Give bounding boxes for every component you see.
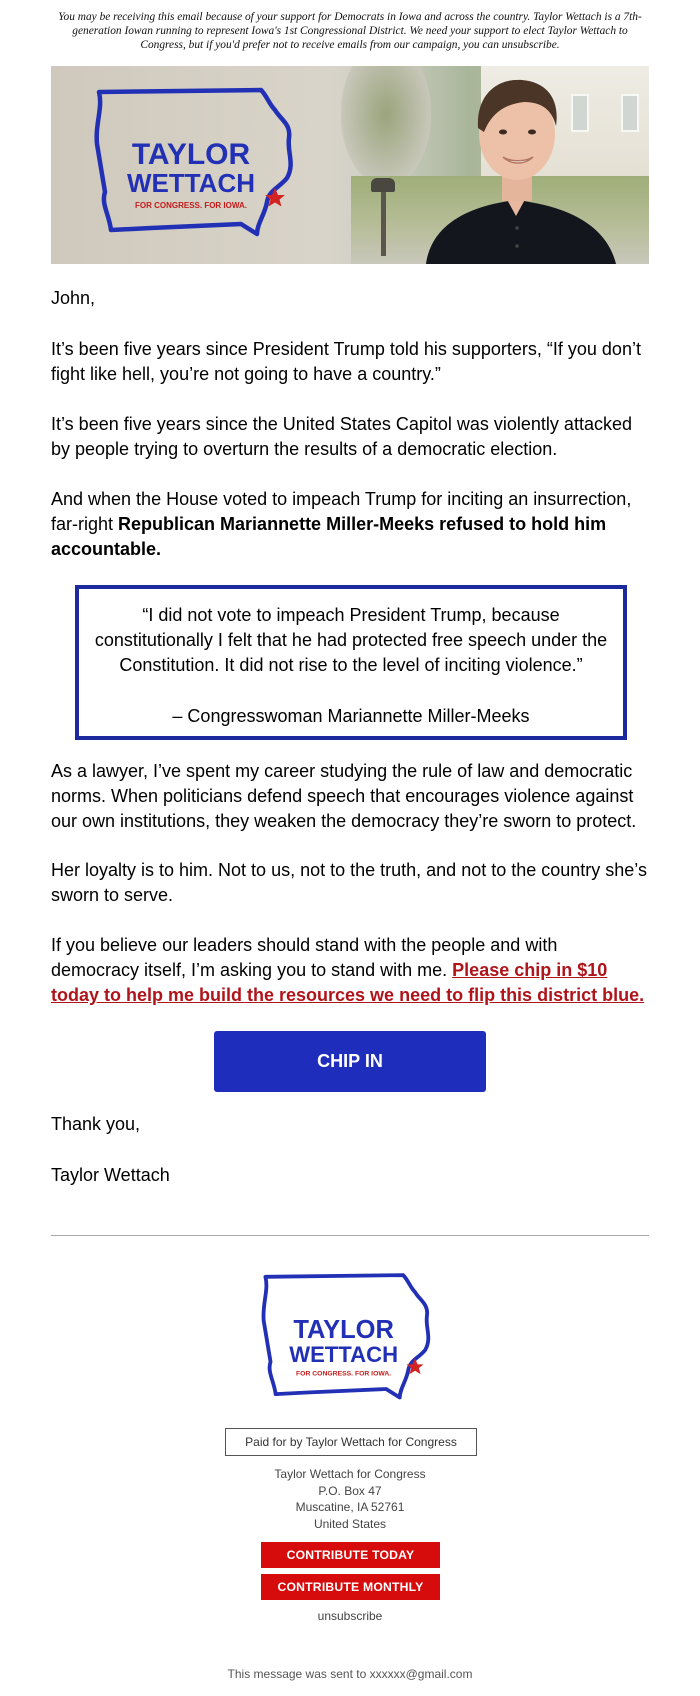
address-line: Taylor Wettach for Congress (274, 1467, 426, 1481)
preheader-text: You may be receiving this email because of your support for Democrats in Iowa and across the country. Taylor Wettach is a 7th-generation Iowan running to represent Iowa's 1st Congressional District. We need your support to elect Taylor Wettach to Congress, but if you'd prefer not to receive emails from our campaign, you can unsubscribe. (58, 11, 642, 51)
contribute-monthly-button[interactable]: CONTRIBUTE MONTHLY (261, 1574, 440, 1600)
signoff: Thank you, (51, 1114, 141, 1134)
paragraph-2: It’s been five years since the United States Capitol was violently attacked by people trying to overturn the results of a democratic election. (51, 414, 632, 459)
quote-attribution: – Congresswoman Mariannette Miller-Meeks (172, 706, 530, 726)
svg-text:FOR CONGRESS. FOR IOWA.: FOR CONGRESS. FOR IOWA. (296, 1370, 392, 1378)
svg-text:WETTACH: WETTACH (289, 1341, 399, 1367)
chip-in-button[interactable]: CHIP IN (214, 1031, 486, 1092)
sent-to-notice (51, 1667, 649, 1681)
address-line: P.O. Box 47 (318, 1483, 382, 1498)
footer-logo (250, 1270, 450, 1406)
address-line: Muscatine, IA 52761 (295, 1500, 405, 1514)
address-line: United States (313, 1516, 387, 1531)
svg-text:TAYLOR: TAYLOR (131, 138, 251, 171)
mailbox (371, 178, 395, 192)
paragraph-3-bold: Republican Mariannette Miller-Meeks refused to hold him accountable. (51, 514, 607, 559)
svg-text:TAYLOR: TAYLOR (293, 1316, 394, 1344)
candidate-photo (406, 66, 636, 264)
donate-link[interactable]: Please chip in $10 today to help me build the resources we need to flip this district blue. (51, 960, 645, 1005)
greeting: John, (51, 288, 96, 308)
svg-text:FOR CONGRESS. FOR IOWA.: FOR CONGRESS. FOR IOWA. (134, 201, 248, 210)
paragraph-6-text: If you believe our leaders should stand with the people and with democracy itself, I’m asking you to stand with me. (51, 935, 558, 980)
paragraph-4: As a lawyer, I’ve spent my career studying the rule of law and democratic norms. When politicians defend speech that encourages violence against our own institutions, they weaken the democracy they’re sworn to protect. (51, 761, 637, 831)
quote-box (75, 585, 627, 740)
paid-for-disclaimer: Paid for by Taylor Wettach for Congress (225, 1428, 477, 1456)
campaign-logo (91, 84, 306, 244)
recipient-email: xxxxxx@gmail.com (369, 1667, 473, 1681)
paragraph-5: Her loyalty is to him. Not to us, not to the truth, and not to the country she’s sworn to serve. (51, 860, 647, 905)
mailing-address (51, 1466, 649, 1532)
paragraph-3 (51, 487, 649, 562)
paragraph-3-text: And when the House voted to impeach Trump for inciting an insurrection, far-right (51, 489, 632, 534)
svg-text:WETTACH: WETTACH (126, 168, 256, 198)
paragraph-1: It’s been five years since President Trump told his supporters, “If you don’t fight like hell, you’re not going to have a country.” (51, 339, 641, 384)
hero-banner (51, 66, 649, 264)
contribute-today-button[interactable]: CONTRIBUTE TODAY (261, 1542, 440, 1568)
unsubscribe-link[interactable]: unsubscribe (317, 1609, 383, 1623)
footer-divider (51, 1235, 649, 1236)
quote-text: “I did not vote to impeach President Trump, because constitutionally I felt that he had protected free speech under the Constitution. It did not rise to the level of inciting violence.” (94, 605, 608, 675)
mailbox-post (381, 186, 386, 256)
sent-to-prefix: This message was sent to (227, 1667, 370, 1681)
paragraph-6 (51, 933, 649, 1008)
signature: Taylor Wettach (51, 1165, 170, 1185)
